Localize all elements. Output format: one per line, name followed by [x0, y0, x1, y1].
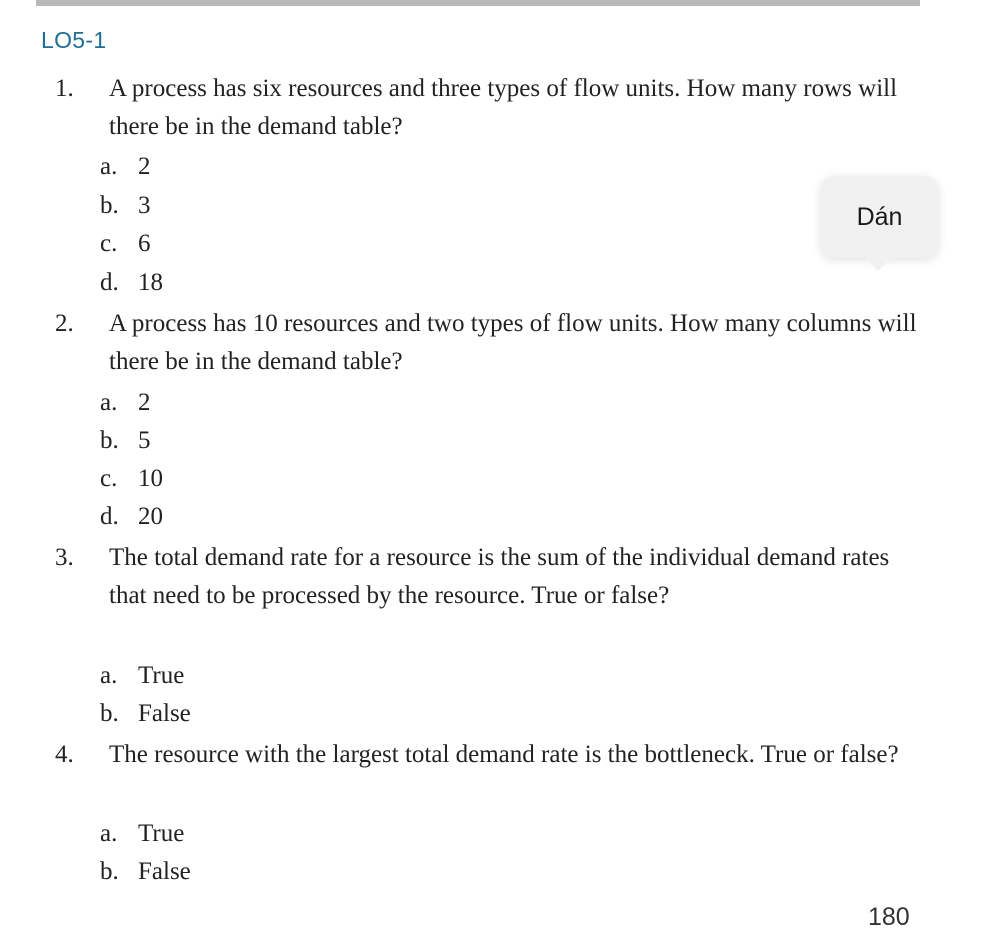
question-4-number: 4. [55, 741, 74, 768]
paste-popup-pointer [864, 257, 892, 271]
question-4-option-a: a. True [100, 820, 185, 847]
question-1-number: 1. [55, 75, 74, 102]
question-1-option-d: d. 18 [100, 269, 163, 296]
question-3-text: The total demand rate for a resource is the sum of the individual demand rates that need to be processed by the resource. True or false? [109, 544, 890, 609]
question-1-option-a: a. 2 [100, 153, 151, 180]
top-divider [36, 0, 920, 6]
question-2-text: A process has 10 resources and two types of flow units. How many columns will there be in the demand table? [109, 310, 917, 375]
question-3-number: 3. [55, 544, 74, 571]
question-2-option-a: a. 2 [100, 389, 151, 416]
question-1-option-b: b. 3 [100, 192, 151, 219]
question-4-option-b: b. False [100, 858, 191, 885]
question-3-option-a: a. True [100, 662, 185, 689]
question-1-option-c: c. 6 [100, 230, 151, 257]
question-2-option-c: c. 10 [100, 465, 163, 492]
paste-button[interactable]: Dán [821, 176, 938, 258]
question-4-text: The resource with the largest total demand rate is the bottleneck. True or false? [109, 741, 899, 768]
question-1-text: A process has six resources and three types of flow units. How many rows will there be in the demand table? [109, 75, 898, 140]
question-2-option-b: b. 5 [100, 427, 151, 454]
question-3-option-b: b. False [100, 700, 191, 727]
question-2-option-d: d. 20 [100, 503, 163, 530]
question-2-number: 2. [55, 310, 74, 337]
section-heading: LO5-1 [41, 27, 107, 53]
page-number: 180 [868, 903, 910, 931]
